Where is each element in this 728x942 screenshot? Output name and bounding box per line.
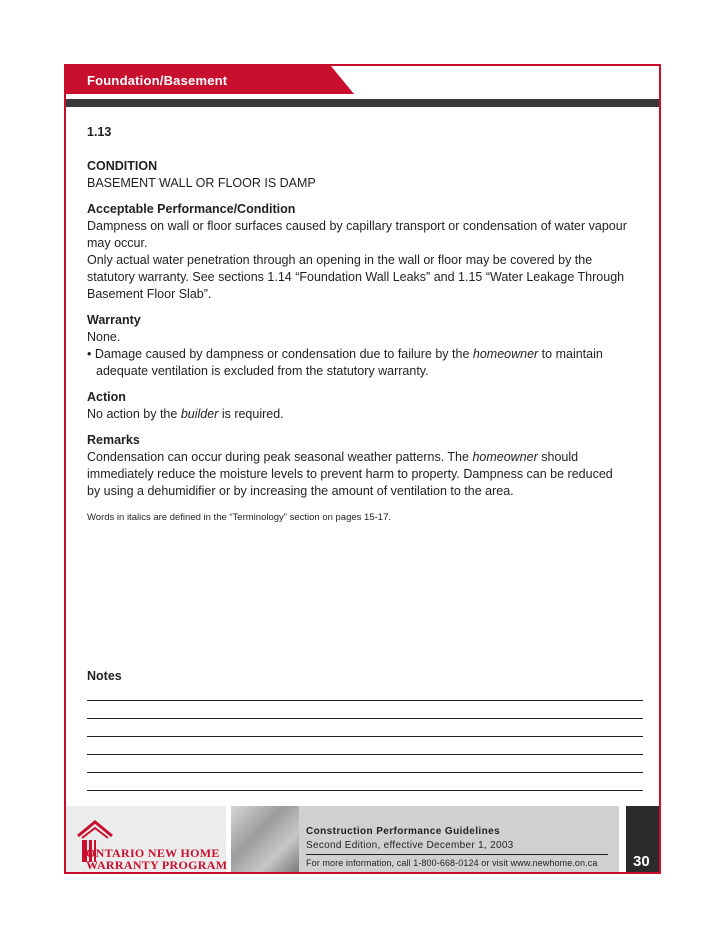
action-text-part: No action by the	[87, 407, 181, 421]
footer-edition: Second Edition, effective December 1, 2003	[306, 840, 514, 851]
action-text-part: is required.	[218, 407, 284, 421]
warranty-bullet	[87, 346, 642, 363]
header-rule	[66, 99, 659, 107]
note-line	[87, 736, 643, 737]
action-text	[87, 406, 642, 423]
remarks-line	[87, 449, 642, 466]
notes-label: Notes	[87, 669, 122, 683]
remarks-line: by using a dehumidifier or by increasing the amount of ventilation to the area.	[87, 484, 514, 498]
note-line	[87, 754, 643, 755]
warranty-block	[87, 312, 642, 380]
warranty-bullet-text: • Damage caused by dampness or condensation due to failure by the	[87, 347, 473, 361]
condition-label: CONDITION	[87, 159, 158, 173]
footer-contact-info: For more information, call 1-800-668-0124 or visit www.newhome.on.ca	[306, 858, 598, 868]
acceptable-block	[87, 201, 642, 303]
acceptable-line: Dampness on wall or floor surfaces caused by capillary transport or condensation of water vapour	[87, 219, 627, 233]
footer-title: Construction Performance Guidelines	[306, 826, 501, 837]
footer	[66, 806, 659, 872]
logo-line-1: ONTARIO NEW HOME	[86, 846, 220, 860]
logo-line-2: WARRANTY PROGRAM	[86, 858, 228, 872]
action-heading: Action	[87, 390, 126, 404]
acceptable-line: statutory warranty. See sections 1.14 “Foundation Wall Leaks” and 1.15 “Water Leakage Through	[87, 270, 625, 284]
note-line	[87, 718, 643, 719]
remarks-text-part: Condensation can occur during peak seasonal weather patterns. The	[87, 450, 473, 464]
warranty-bullet-term: homeowner	[472, 347, 539, 361]
section-tab-label: Foundation/Basement	[87, 73, 228, 88]
warranty-bullet-text: to maintain	[538, 347, 603, 361]
condition-title: BASEMENT WALL OR FLOOR IS DAMP	[87, 176, 316, 190]
note-line	[87, 772, 643, 773]
acceptable-heading: Acceptable Performance/Condition	[87, 202, 296, 216]
footer-rule	[306, 854, 608, 855]
terminology-note: Words in italics are defined in the “Terminology” section on pages 15-17.	[87, 512, 391, 523]
remarks-term: homeowner	[472, 450, 538, 464]
acceptable-line: Only actual water penetration through an opening in the wall or floor may be covered by the	[87, 253, 593, 267]
remarks-block	[87, 432, 642, 500]
acceptable-line: may occur.	[87, 236, 148, 250]
section-number: 1.13	[87, 125, 112, 139]
warranty-bullet-continuation: adequate ventilation is excluded from the statutory warranty.	[96, 364, 429, 378]
action-block	[87, 389, 642, 423]
remarks-text-part: should	[537, 450, 579, 464]
warranty-heading: Warranty	[87, 313, 141, 327]
note-line	[87, 790, 643, 791]
action-term: builder	[180, 407, 219, 421]
remarks-line: immediately reduce the moisture levels to prevent harm to property. Dampness can be reduced	[87, 467, 613, 481]
note-line	[87, 700, 643, 701]
acceptable-line: Basement Floor Slab”.	[87, 287, 212, 301]
remarks-heading: Remarks	[87, 433, 140, 447]
main-content	[87, 124, 642, 526]
condition-block	[87, 158, 642, 192]
page-number: 30	[633, 853, 650, 870]
footer-photo	[231, 806, 299, 872]
warranty-line: None.	[87, 330, 121, 344]
